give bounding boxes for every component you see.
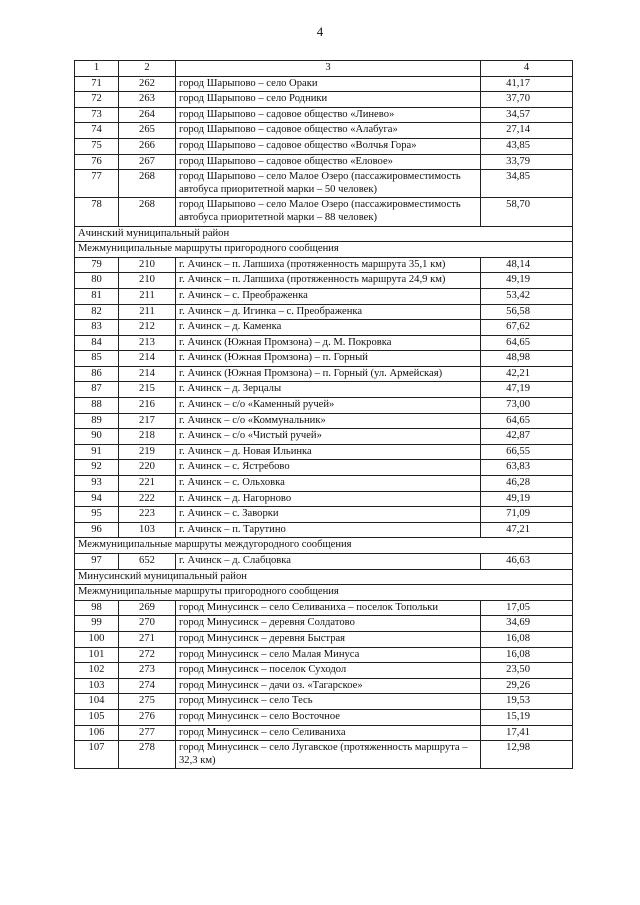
- table-row: [75, 413, 573, 429]
- route-code-cell: 272: [119, 647, 176, 663]
- table-row: [75, 198, 573, 226]
- route-number-cell: 107: [75, 741, 119, 769]
- route-name-cell: город Минусинск – село Малая Минуса: [176, 647, 481, 663]
- route-number-cell: 94: [75, 491, 119, 507]
- table-row: [75, 678, 573, 694]
- route-code-cell: 214: [119, 351, 176, 367]
- route-code-cell: 103: [119, 522, 176, 538]
- route-name-cell: г. Ачинск – п. Тарутино: [176, 522, 481, 538]
- section-title: Минусинский муниципальный район: [75, 569, 573, 585]
- table-row: [75, 507, 573, 523]
- route-number-cell: 93: [75, 476, 119, 492]
- table-row: [75, 631, 573, 647]
- route-number-cell: 73: [75, 107, 119, 123]
- route-name-cell: город Минусинск – поселок Суходол: [176, 663, 481, 679]
- table-row: [75, 351, 573, 367]
- table-row: [75, 92, 573, 108]
- table-row: [75, 154, 573, 170]
- route-value-cell: 53,42: [481, 288, 573, 304]
- route-number-cell: 104: [75, 694, 119, 710]
- route-name-cell: город Минусинск – село Восточное: [176, 709, 481, 725]
- route-name-cell: город Шарыпово – садовое общество «Еловое»: [176, 154, 481, 170]
- route-value-cell: 48,14: [481, 257, 573, 273]
- table-row: [75, 554, 573, 570]
- route-code-cell: 210: [119, 257, 176, 273]
- route-code-cell: 265: [119, 123, 176, 139]
- table-row: [75, 288, 573, 304]
- route-name-cell: г. Ачинск – п. Лапшиха (протяженность маршрута 24,9 км): [176, 273, 481, 289]
- route-name-cell: г. Ачинск – с. Преображенка: [176, 288, 481, 304]
- table-row: [75, 335, 573, 351]
- route-name-cell: г. Ачинск – д. Зерцалы: [176, 382, 481, 398]
- route-value-cell: 23,50: [481, 663, 573, 679]
- route-number-cell: 86: [75, 366, 119, 382]
- route-number-cell: 80: [75, 273, 119, 289]
- route-value-cell: 63,83: [481, 460, 573, 476]
- route-code-cell: 652: [119, 554, 176, 570]
- route-name-cell: г. Ачинск – д. Нагорново: [176, 491, 481, 507]
- table-row: [75, 491, 573, 507]
- route-name-cell: г. Ачинск – д. Слабцовка: [176, 554, 481, 570]
- route-value-cell: 16,08: [481, 647, 573, 663]
- route-number-cell: 90: [75, 429, 119, 445]
- route-code-cell: 219: [119, 444, 176, 460]
- route-value-cell: 64,65: [481, 413, 573, 429]
- route-value-cell: 56,58: [481, 304, 573, 320]
- route-number-cell: 71: [75, 76, 119, 92]
- route-name-cell: город Шарыпово – село Малое Озеро (пассажировместимость автобуса приоритетной марки – 88 человек): [176, 198, 481, 226]
- route-code-cell: 268: [119, 198, 176, 226]
- header-cell-3: 3: [176, 61, 481, 77]
- route-code-cell: 278: [119, 741, 176, 769]
- route-code-cell: 262: [119, 76, 176, 92]
- route-number-cell: 100: [75, 631, 119, 647]
- route-number-cell: 85: [75, 351, 119, 367]
- route-number-cell: 105: [75, 709, 119, 725]
- table-row: [75, 647, 573, 663]
- route-name-cell: г. Ачинск (Южная Промзона) – п. Горный: [176, 351, 481, 367]
- route-value-cell: 17,41: [481, 725, 573, 741]
- route-number-cell: 102: [75, 663, 119, 679]
- route-number-cell: 106: [75, 725, 119, 741]
- route-value-cell: 42,21: [481, 366, 573, 382]
- route-code-cell: 220: [119, 460, 176, 476]
- route-name-cell: город Шарыпово – село Родники: [176, 92, 481, 108]
- route-name-cell: г. Ачинск – д. Новая Ильинка: [176, 444, 481, 460]
- route-code-cell: 212: [119, 320, 176, 336]
- section-title: Межмуниципальные маршруты пригородного сообщения: [75, 585, 573, 601]
- route-value-cell: 12,98: [481, 741, 573, 769]
- route-number-cell: 98: [75, 600, 119, 616]
- table-row: [75, 709, 573, 725]
- route-number-cell: 95: [75, 507, 119, 523]
- route-value-cell: 34,85: [481, 170, 573, 198]
- route-code-cell: 211: [119, 304, 176, 320]
- route-value-cell: 37,70: [481, 92, 573, 108]
- route-code-cell: 216: [119, 398, 176, 414]
- route-number-cell: 103: [75, 678, 119, 694]
- table-header-row: [75, 61, 573, 77]
- route-number-cell: 76: [75, 154, 119, 170]
- route-name-cell: город Минусинск – дачи оз. «Тагарское»: [176, 678, 481, 694]
- route-number-cell: 92: [75, 460, 119, 476]
- route-name-cell: г. Ачинск (Южная Промзона) – п. Горный (ул. Армейская): [176, 366, 481, 382]
- route-value-cell: 16,08: [481, 631, 573, 647]
- route-value-cell: 29,26: [481, 678, 573, 694]
- section-row: [75, 242, 573, 258]
- route-code-cell: 223: [119, 507, 176, 523]
- route-name-cell: г. Ачинск – с. Ольховка: [176, 476, 481, 492]
- route-number-cell: 79: [75, 257, 119, 273]
- route-value-cell: 43,85: [481, 138, 573, 154]
- section-row: [75, 538, 573, 554]
- table-row: [75, 398, 573, 414]
- table-row: [75, 616, 573, 632]
- route-code-cell: 275: [119, 694, 176, 710]
- route-name-cell: город Минусинск – село Селиваниха: [176, 725, 481, 741]
- table-row: [75, 663, 573, 679]
- route-name-cell: город Минусинск – село Селиваниха – поселок Топольки: [176, 600, 481, 616]
- table-row: [75, 170, 573, 198]
- route-name-cell: город Шарыпово – садовое общество «Алабуга»: [176, 123, 481, 139]
- route-code-cell: 210: [119, 273, 176, 289]
- route-name-cell: г. Ачинск – п. Лапшиха (протяженность маршрута 35,1 км): [176, 257, 481, 273]
- route-number-cell: 78: [75, 198, 119, 226]
- route-name-cell: город Шарыпово – село Ораки: [176, 76, 481, 92]
- route-value-cell: 49,19: [481, 273, 573, 289]
- route-code-cell: 273: [119, 663, 176, 679]
- route-value-cell: 42,87: [481, 429, 573, 445]
- route-value-cell: 58,70: [481, 198, 573, 226]
- route-value-cell: 41,17: [481, 76, 573, 92]
- route-number-cell: 74: [75, 123, 119, 139]
- route-value-cell: 66,55: [481, 444, 573, 460]
- section-title: Межмуниципальные маршруты междугородного сообщения: [75, 538, 573, 554]
- table-row: [75, 741, 573, 769]
- table-row: [75, 76, 573, 92]
- route-code-cell: 222: [119, 491, 176, 507]
- route-number-cell: 88: [75, 398, 119, 414]
- table-row: [75, 382, 573, 398]
- table-row: [75, 138, 573, 154]
- section-row: [75, 569, 573, 585]
- route-code-cell: 274: [119, 678, 176, 694]
- route-value-cell: 33,79: [481, 154, 573, 170]
- route-name-cell: г. Ачинск – с/о «Каменный ручей»: [176, 398, 481, 414]
- route-code-cell: 269: [119, 600, 176, 616]
- route-number-cell: 101: [75, 647, 119, 663]
- route-number-cell: 81: [75, 288, 119, 304]
- routes-table: [74, 60, 573, 769]
- route-name-cell: город Минусинск – деревня Солдатово: [176, 616, 481, 632]
- route-name-cell: г. Ачинск – д. Каменка: [176, 320, 481, 336]
- route-code-cell: 213: [119, 335, 176, 351]
- route-name-cell: г. Ачинск – с. Ястребово: [176, 460, 481, 476]
- route-code-cell: 214: [119, 366, 176, 382]
- route-code-cell: 264: [119, 107, 176, 123]
- header-cell-4: 4: [481, 61, 573, 77]
- route-value-cell: 48,98: [481, 351, 573, 367]
- table-row: [75, 429, 573, 445]
- route-value-cell: 64,65: [481, 335, 573, 351]
- table-row: [75, 460, 573, 476]
- header-cell-2: 2: [119, 61, 176, 77]
- table-row: [75, 123, 573, 139]
- route-name-cell: город Шарыпово – садовое общество «Волчья Гора»: [176, 138, 481, 154]
- route-name-cell: г. Ачинск – с/о «Чистый ручей»: [176, 429, 481, 445]
- route-number-cell: 75: [75, 138, 119, 154]
- routes-table-body: [75, 61, 573, 769]
- section-row: [75, 585, 573, 601]
- route-value-cell: 46,28: [481, 476, 573, 492]
- route-code-cell: 271: [119, 631, 176, 647]
- route-value-cell: 47,19: [481, 382, 573, 398]
- route-value-cell: 34,57: [481, 107, 573, 123]
- page-number: 4: [316, 24, 324, 39]
- section-title: Межмуниципальные маршруты пригородного сообщения: [75, 242, 573, 258]
- table-row: [75, 257, 573, 273]
- route-name-cell: город Минусинск – деревня Быстрая: [176, 631, 481, 647]
- route-code-cell: 266: [119, 138, 176, 154]
- route-code-cell: 277: [119, 725, 176, 741]
- route-number-cell: 77: [75, 170, 119, 198]
- route-value-cell: 19,53: [481, 694, 573, 710]
- section-row: [75, 226, 573, 242]
- route-code-cell: 276: [119, 709, 176, 725]
- route-number-cell: 87: [75, 382, 119, 398]
- route-code-cell: 267: [119, 154, 176, 170]
- section-title: Ачинский муниципальный район: [75, 226, 573, 242]
- table-row: [75, 600, 573, 616]
- route-number-cell: 89: [75, 413, 119, 429]
- route-number-cell: 72: [75, 92, 119, 108]
- table-row: [75, 476, 573, 492]
- route-value-cell: 47,21: [481, 522, 573, 538]
- table-row: [75, 366, 573, 382]
- table-row: [75, 107, 573, 123]
- table-row: [75, 725, 573, 741]
- route-code-cell: 217: [119, 413, 176, 429]
- route-value-cell: 71,09: [481, 507, 573, 523]
- table-row: [75, 273, 573, 289]
- route-code-cell: 215: [119, 382, 176, 398]
- route-number-cell: 82: [75, 304, 119, 320]
- route-name-cell: г. Ачинск – д. Игинка – с. Преображенка: [176, 304, 481, 320]
- route-name-cell: город Шарыпово – село Малое Озеро (пассажировместимость автобуса приоритетной марки – 50 человек): [176, 170, 481, 198]
- table-row: [75, 444, 573, 460]
- route-value-cell: 73,00: [481, 398, 573, 414]
- route-value-cell: 46,63: [481, 554, 573, 570]
- table-row: [75, 522, 573, 538]
- route-number-cell: 91: [75, 444, 119, 460]
- route-name-cell: город Минусинск – село Лугавское (протяженность маршрута – 32,3 км): [176, 741, 481, 769]
- route-code-cell: 268: [119, 170, 176, 198]
- header-cell-1: 1: [75, 61, 119, 77]
- route-number-cell: 84: [75, 335, 119, 351]
- route-name-cell: город Минусинск – село Тесь: [176, 694, 481, 710]
- route-value-cell: 15,19: [481, 709, 573, 725]
- route-number-cell: 83: [75, 320, 119, 336]
- route-code-cell: 211: [119, 288, 176, 304]
- route-number-cell: 97: [75, 554, 119, 570]
- table-row: [75, 320, 573, 336]
- route-code-cell: 221: [119, 476, 176, 492]
- route-number-cell: 96: [75, 522, 119, 538]
- route-value-cell: 17,05: [481, 600, 573, 616]
- route-name-cell: г. Ачинск (Южная Промзона) – д. М. Покровка: [176, 335, 481, 351]
- route-value-cell: 49,19: [481, 491, 573, 507]
- route-name-cell: г. Ачинск – с/о «Коммунальник»: [176, 413, 481, 429]
- route-code-cell: 270: [119, 616, 176, 632]
- route-code-cell: 218: [119, 429, 176, 445]
- table-row: [75, 304, 573, 320]
- route-number-cell: 99: [75, 616, 119, 632]
- table-row: [75, 694, 573, 710]
- route-value-cell: 67,62: [481, 320, 573, 336]
- route-value-cell: 34,69: [481, 616, 573, 632]
- route-value-cell: 27,14: [481, 123, 573, 139]
- route-code-cell: 263: [119, 92, 176, 108]
- route-name-cell: город Шарыпово – садовое общество «Линево»: [176, 107, 481, 123]
- route-name-cell: г. Ачинск – с. Заворки: [176, 507, 481, 523]
